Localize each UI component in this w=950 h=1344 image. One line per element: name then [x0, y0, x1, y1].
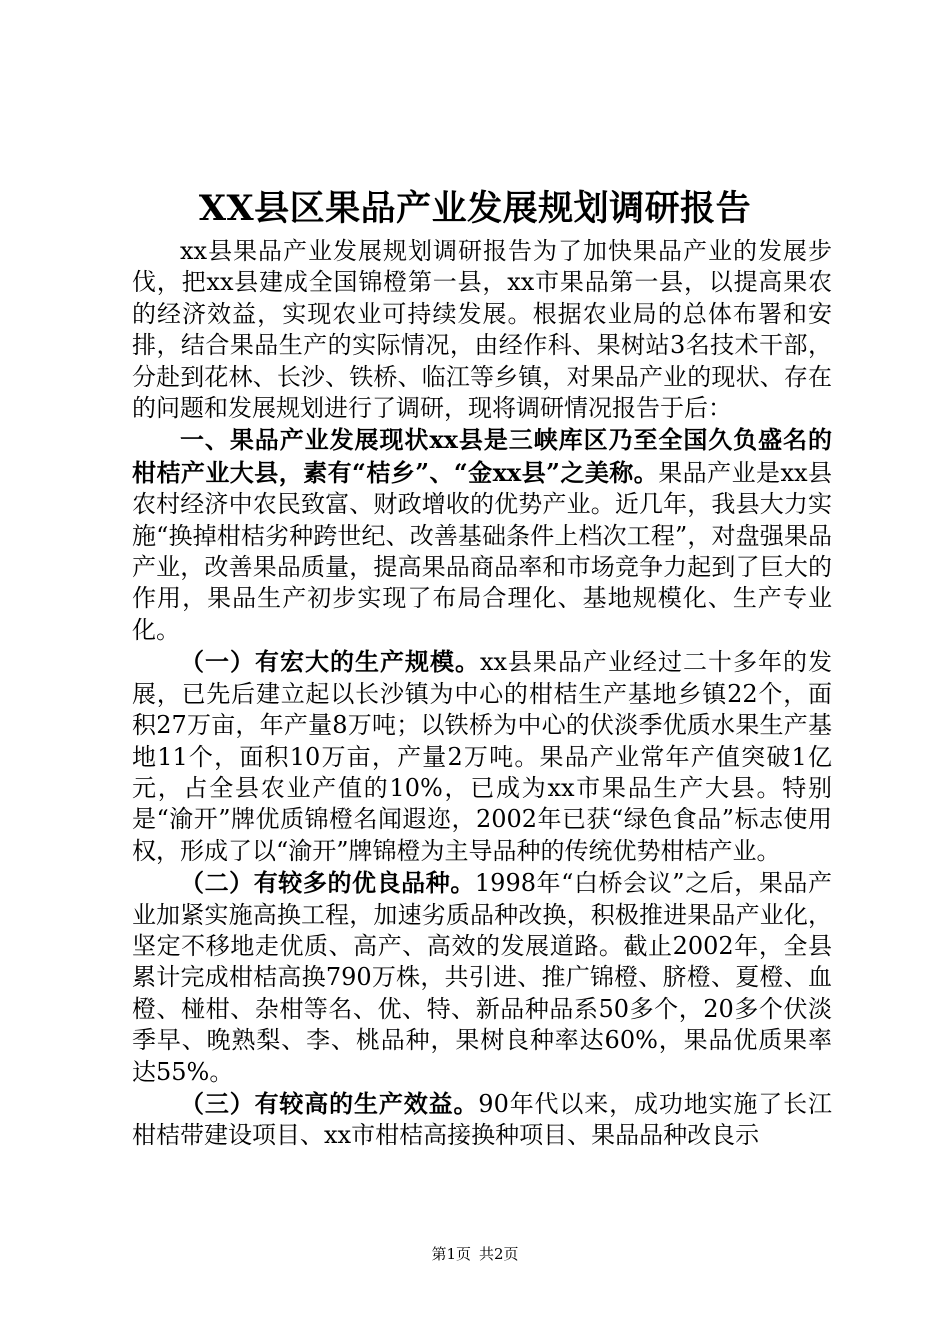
paragraph-text: 果品产业是xx县农村经济中农民致富、财政增收的优势产业。近几年，我县大力实施“换掉柑桔劣种跨世纪、改善基础条件上档次工程”，对盘强果品产业，改善果品质量，提高果品商品率和市场竞争力起到了巨大的作用，果品生产初步实现了布局合理化、基地规模化、生产专业化。 [132, 458, 832, 644]
page-number: 第1页 [431, 1245, 471, 1263]
page-footer [0, 1244, 950, 1264]
document-body [132, 235, 832, 1152]
paragraph-text: xx县果品产业发展规划调研报告为了加快果品产业的发展步伐，把xx县建成全国锦橙第一县，xx市果品第一县，以提高果农的经济效益，实现农业可持续发展。根据农业局的总体布署和安排，结合果品生产的实际情况，由经作科、果树站3名技术干部，分赴到花林、长沙、铁桥、临江等乡镇，对果品产业的现状、存在的问题和发展规划进行了调研，现将调研情况报告于后： [132, 237, 832, 423]
paragraph-subsection-2 [132, 867, 832, 1088]
paragraph-subsection-3 [132, 1088, 832, 1152]
paragraph-intro [132, 235, 832, 424]
paragraph-section-1 [132, 424, 832, 646]
page-total: 共2页 [479, 1245, 519, 1263]
paragraph-text: 90年代以来，成功地实施了长江柑桔带建设项目、xx市柑桔高接换种项目、果品品种改良示 [132, 1089, 832, 1150]
paragraph-text: 1998年“白桥会议”之后，果品产业加紧实施高换工程，加速劣质品种改换，积极推进果品产业化，坚定不移地走优质、高产、高效的发展道路。截止2002年，全县累计完成柑桔高换790万株，共引进、推广锦橙、脐橙、夏橙、血橙、椪柑、杂柑等名、优、特、新品种品系50多个，20多个伏淡季早、晚熟梨、李、桃品种，果树良种率达60%，果品优质果率达55%。 [132, 869, 832, 1086]
paragraph-lead: （二）有较多的优良品种。 [180, 868, 475, 898]
paragraph-subsection-1 [132, 646, 832, 867]
paragraph-lead: （三）有较高的生产效益。 [180, 1088, 479, 1118]
paragraph-lead: 一、果品产业发展现状xx县是三峡库区乃至全国久负盛名的柑桔产业大县，素有“桔乡”、“金xx县”之美称。 [132, 425, 832, 487]
paragraph-lead: （一）有宏大的生产规模。 [180, 647, 480, 677]
document-title: XX县区果品产业发展规划调研报告 [198, 188, 752, 229]
paragraph-text: xx县果品产业经过二十多年的发展，已先后建立起以长沙镇为中心的柑桔生产基地乡镇22个，面积27万亩，年产量8万吨；以铁桥为中心的伏淡季优质水果生产基地11个，面积10万亩，产量2万吨。果品产业常年产值突破1亿元，占全县农业产值的10%，已成为xx市果品生产大县。特别是“渝开”牌优质锦橙名闻遐迩，2002年已获“绿色食品”标志使用权，形成了以“渝开”牌锦橙为主导品种的传统优势柑桔产业。 [132, 648, 832, 865]
